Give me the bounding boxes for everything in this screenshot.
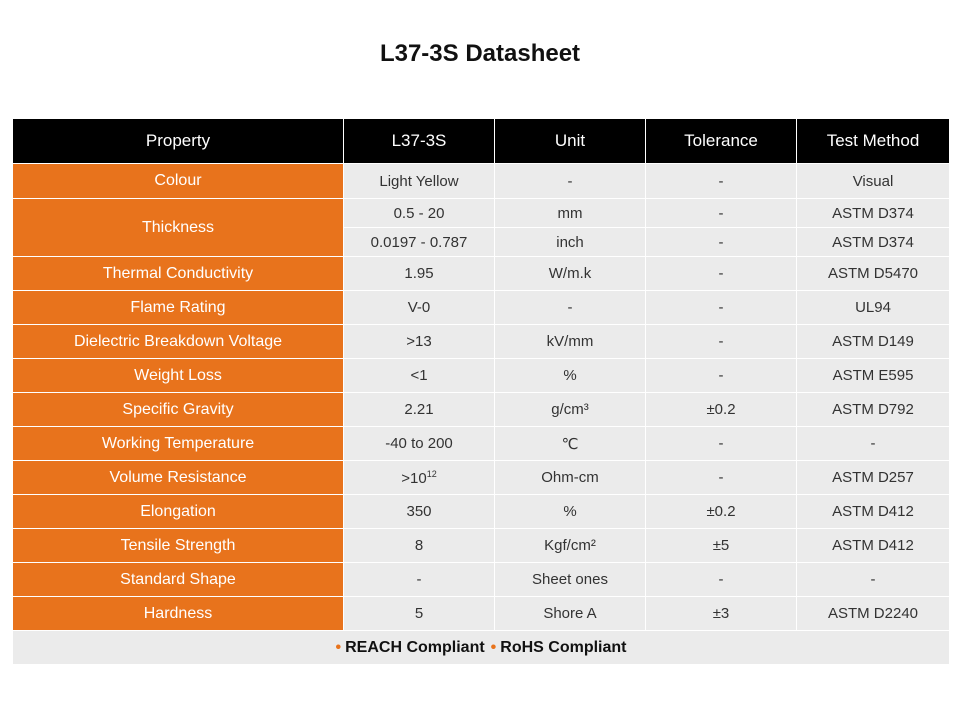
unit-cell: % [495, 495, 646, 529]
tolerance-cell: - [646, 325, 797, 359]
tolerance-cell: - [646, 291, 797, 325]
method-cell: ASTM D149 [797, 325, 950, 359]
unit-cell: Sheet ones [495, 563, 646, 597]
header-product: L37-3S [344, 119, 495, 164]
value-cell: 0.5 - 20 [344, 199, 495, 228]
unit-cell: % [495, 359, 646, 393]
value-cell: 5 [344, 597, 495, 631]
unit-cell: Kgf/cm² [495, 529, 646, 563]
unit-cell: kV/mm [495, 325, 646, 359]
method-cell: - [797, 563, 950, 597]
unit-cell: Shore A [495, 597, 646, 631]
tolerance-cell: - [646, 461, 797, 495]
property-cell: Dielectric Breakdown Voltage [13, 325, 344, 359]
tolerance-cell: - [646, 228, 797, 257]
property-cell: Volume Resistance [13, 461, 344, 495]
unit-cell: mm [495, 199, 646, 228]
compliance-footer [13, 631, 950, 665]
tolerance-cell: - [646, 164, 797, 199]
method-cell: ASTM D792 [797, 393, 950, 427]
method-cell: ASTM D374 [797, 228, 950, 257]
value-cell: -40 to 200 [344, 427, 495, 461]
value-cell: - [344, 563, 495, 597]
method-cell: ASTM D412 [797, 529, 950, 563]
table-row [13, 164, 950, 199]
table-row [13, 325, 950, 359]
value-cell: 8 [344, 529, 495, 563]
method-cell: ASTM D374 [797, 199, 950, 228]
table-row [13, 529, 950, 563]
reach-compliant-label: REACH Compliant [345, 638, 485, 656]
method-cell: UL94 [797, 291, 950, 325]
unit-cell: Ohm-cm [495, 461, 646, 495]
table-row [13, 257, 950, 291]
page-title: L37-3S Datasheet [379, 40, 581, 67]
table-row [13, 359, 950, 393]
property-cell: Flame Rating [13, 291, 344, 325]
datasheet-table [12, 118, 950, 665]
value-cell [344, 461, 495, 495]
method-cell: ASTM D5470 [797, 257, 950, 291]
property-cell: Elongation [13, 495, 344, 529]
value-cell: <1 [344, 359, 495, 393]
unit-cell: - [495, 164, 646, 199]
table-row [13, 461, 950, 495]
unit-cell: g/cm³ [495, 393, 646, 427]
value-exponent: 12 [426, 468, 437, 479]
tolerance-cell: - [646, 563, 797, 597]
method-cell: ASTM D257 [797, 461, 950, 495]
unit-cell: inch [495, 228, 646, 257]
tolerance-cell: - [646, 359, 797, 393]
value-cell: V-0 [344, 291, 495, 325]
header-unit: Unit [495, 119, 646, 164]
property-cell: Weight Loss [13, 359, 344, 393]
property-cell: Hardness [13, 597, 344, 631]
value-cell: >13 [344, 325, 495, 359]
unit-cell: ℃ [495, 427, 646, 461]
property-cell: Tensile Strength [13, 529, 344, 563]
value-cell: 0.0197 - 0.787 [344, 228, 495, 257]
value-cell: 1.95 [344, 257, 495, 291]
tolerance-cell: ±5 [646, 529, 797, 563]
property-cell: Thermal Conductivity [13, 257, 344, 291]
method-cell: Visual [797, 164, 950, 199]
property-cell: Colour [13, 164, 344, 199]
table-row [13, 427, 950, 461]
header-property: Property [13, 119, 344, 164]
table-row [13, 291, 950, 325]
value-cell: Light Yellow [344, 164, 495, 199]
bullet-icon: • [490, 638, 497, 656]
tolerance-cell: ±3 [646, 597, 797, 631]
table-row [13, 393, 950, 427]
bullet-icon: • [335, 638, 342, 656]
value-base: >10 [401, 469, 427, 487]
property-cell: Thickness [13, 199, 344, 257]
header-tolerance: Tolerance [646, 119, 797, 164]
value-cell: 2.21 [344, 393, 495, 427]
table-row [13, 563, 950, 597]
table-row [13, 495, 950, 529]
method-cell: - [797, 427, 950, 461]
value-cell: 350 [344, 495, 495, 529]
table-row [13, 597, 950, 631]
header-test-method: Test Method [797, 119, 950, 164]
unit-cell: - [495, 291, 646, 325]
method-cell: ASTM D2240 [797, 597, 950, 631]
property-cell: Specific Gravity [13, 393, 344, 427]
tolerance-cell: - [646, 257, 797, 291]
tolerance-cell: ±0.2 [646, 495, 797, 529]
unit-cell: W/m.k [495, 257, 646, 291]
method-cell: ASTM D412 [797, 495, 950, 529]
method-cell: ASTM E595 [797, 359, 950, 393]
tolerance-cell: - [646, 427, 797, 461]
compliance-row [13, 631, 950, 665]
tolerance-cell: - [646, 199, 797, 228]
property-cell: Standard Shape [13, 563, 344, 597]
tolerance-cell: ±0.2 [646, 393, 797, 427]
header-row [13, 119, 950, 164]
table-row [13, 199, 950, 228]
rohs-compliant-label: RoHS Compliant [500, 638, 627, 656]
property-cell: Working Temperature [13, 427, 344, 461]
